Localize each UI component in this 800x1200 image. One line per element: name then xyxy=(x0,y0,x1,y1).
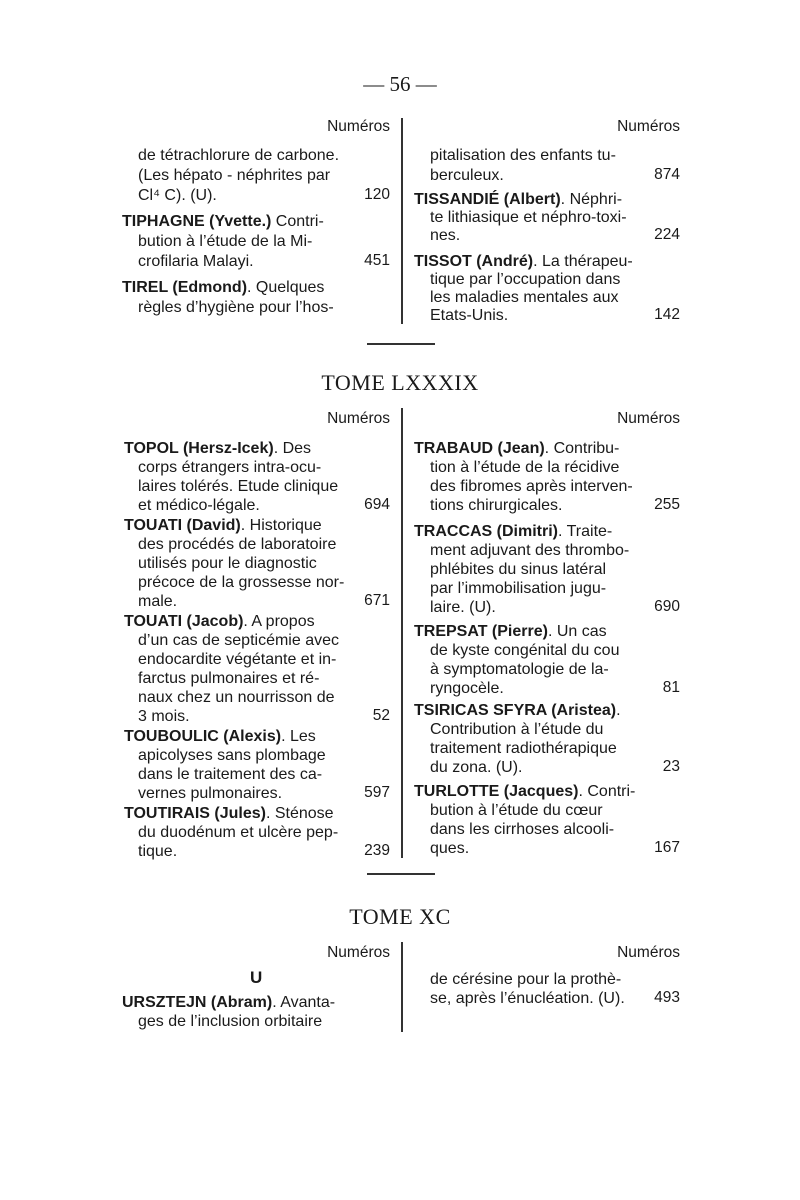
entry-number: 690 xyxy=(654,598,680,615)
index-line: Contribution à l’étude du xyxy=(430,721,604,738)
index-line: utilisés pour le diagnostic xyxy=(138,555,317,572)
entry-number: 224 xyxy=(654,226,680,243)
index-line: ryngocèle. xyxy=(430,680,504,697)
author-name: TOUATI (David) xyxy=(124,517,241,534)
index-line: dans les cirrhoses alcooli- xyxy=(430,821,615,838)
entry-heading-line: TISSANDIÉ (Albert). Néphri- xyxy=(414,191,623,208)
entry-heading-line: TSIRICAS SFYRA (Aristea). xyxy=(414,702,621,719)
index-line: et médico-légale. xyxy=(138,497,260,514)
entry-number: 671 xyxy=(364,592,390,609)
index-line: phlébites du sinus latéral xyxy=(430,561,607,578)
entry-number: 493 xyxy=(654,989,680,1006)
numeros-header-left: Numéros xyxy=(327,118,390,135)
index-line: Etats-Unis. xyxy=(430,307,509,324)
column-divider xyxy=(401,942,403,1032)
numeros-header-right: Numéros xyxy=(617,118,680,135)
index-line: tion à l’étude de la récidive xyxy=(430,459,620,476)
author-name: TRACCAS (Dimitri) xyxy=(414,523,558,540)
entry-heading-line: TOUATI (David). Historique xyxy=(124,517,322,534)
index-line: tions chirurgicales. xyxy=(430,497,563,514)
index-line: de cérésine pour la prothè- xyxy=(430,971,622,988)
index-line: apicolyses sans plombage xyxy=(138,747,326,764)
letter-heading: U xyxy=(250,968,263,987)
author-name: TOUATI (Jacob) xyxy=(124,613,244,630)
index-line: ques. xyxy=(430,840,470,857)
index-line: des procédés de laboratoire xyxy=(138,536,337,553)
author-name: TOPOL (Hersz-Icek) xyxy=(124,440,274,457)
index-line: nes. xyxy=(430,227,461,244)
index-line: d’un cas de septicémie avec xyxy=(138,632,339,649)
index-line: vernes pulmonaires. xyxy=(138,785,283,802)
column-divider xyxy=(401,408,403,858)
entry-heading-line: TIPHAGNE (Yvette.) Contri- xyxy=(122,213,324,230)
author-name: TISSOT (André) xyxy=(414,253,534,270)
tome-heading: TOME XC xyxy=(349,904,451,929)
index-line: par l’immobilisation jugu- xyxy=(430,580,607,597)
entry-number: 451 xyxy=(364,252,390,269)
author-name: TIPHAGNE (Yvette.) xyxy=(122,213,272,230)
index-line: des fibromes après interven- xyxy=(430,478,633,495)
index-line: traitement radiothérapique xyxy=(430,740,617,757)
index-line: (Les hépato - néphrites par xyxy=(138,167,331,184)
index-line: du duodénum et ulcère pep- xyxy=(138,824,339,841)
numeros-header-right: Numéros xyxy=(617,410,680,427)
index-line: précoce de la grossesse nor- xyxy=(138,574,345,591)
entry-heading-line: TOUTIRAIS (Jules). Sténose xyxy=(124,805,334,822)
entry-number: 694 xyxy=(364,496,390,513)
index-line: ges de l’inclusion orbitaire xyxy=(138,1013,323,1030)
index-line: les maladies mentales aux xyxy=(430,289,619,306)
index-line: du zona. (U). xyxy=(430,759,523,776)
index-line: à symptomatologie de la- xyxy=(430,661,609,678)
entry-heading-line: TISSOT (André). La thérapeu- xyxy=(414,253,633,270)
index-line: laire. (U). xyxy=(430,599,496,616)
entry-heading-line: TREPSAT (Pierre). Un cas xyxy=(414,623,607,640)
index-line: dans le traitement des ca- xyxy=(138,766,323,783)
index-line: bution à l’étude du cœur xyxy=(430,802,603,819)
index-line: Cl⁴ C). (U). xyxy=(138,187,217,204)
author-name: TOUBOULIC (Alexis) xyxy=(124,728,282,745)
entry-heading-line: TRABAUD (Jean). Contribu- xyxy=(414,440,620,457)
tome-heading: TOME LXXXIX xyxy=(321,370,479,395)
numeros-header-left: Numéros xyxy=(327,944,390,961)
entry-number: 81 xyxy=(662,679,680,696)
index-line: 3 mois. xyxy=(138,708,190,725)
numeros-header-right: Numéros xyxy=(617,944,680,961)
index-line: pitalisation des enfants tu- xyxy=(430,147,616,164)
entry-heading-line: TOUBOULIC (Alexis). Les xyxy=(124,728,316,745)
author-name: TRABAUD (Jean) xyxy=(414,440,545,457)
index-line: ment adjuvant des thrombo- xyxy=(430,542,630,559)
section-separator xyxy=(367,343,435,345)
index-line: naux chez un nourrisson de xyxy=(138,689,335,706)
author-name: URSZTEJN (Abram) xyxy=(122,994,273,1011)
numeros-header-left: Numéros xyxy=(327,410,390,427)
index-line: règles d’hygiène pour l’hos- xyxy=(138,299,334,316)
author-name: TISSANDIÉ (Albert) xyxy=(414,191,561,208)
entry-heading-line: TRACCAS (Dimitri). Traite- xyxy=(414,523,613,540)
index-line: de kyste congénital du cou xyxy=(430,642,620,659)
index-line: se, après l’énucléation. (U). xyxy=(430,990,625,1007)
entry-number: 52 xyxy=(372,707,390,724)
entry-number: 239 xyxy=(364,842,390,859)
entry-heading-line: TURLOTTE (Jacques). Contri- xyxy=(414,783,636,800)
index-line: laires tolérés. Etude clinique xyxy=(138,478,339,495)
entry-number: 874 xyxy=(654,166,680,183)
entry-heading-line: TOUATI (Jacob). A propos xyxy=(124,613,315,630)
column-divider xyxy=(401,118,403,324)
entry-number: 597 xyxy=(364,784,390,801)
entry-number: 142 xyxy=(654,306,680,323)
entry-number: 23 xyxy=(662,758,680,775)
index-line: crofilaria Malayi. xyxy=(138,253,254,270)
index-line: male. xyxy=(138,593,178,610)
index-line: endocardite végétante et in- xyxy=(138,651,337,668)
author-name: TOUTIRAIS (Jules) xyxy=(124,805,266,822)
index-line: corps étrangers intra-ocu- xyxy=(138,459,322,476)
author-name: TIREL (Edmond) xyxy=(122,279,248,296)
author-name: TREPSAT (Pierre) xyxy=(414,623,548,640)
author-name: TURLOTTE (Jacques) xyxy=(414,783,579,800)
entry-heading-line: URSZTEJN (Abram). Avanta- xyxy=(122,994,336,1011)
entry-number: 120 xyxy=(364,186,390,203)
author-name: TSIRICAS SFYRA (Aristea) xyxy=(414,702,617,719)
section-separator xyxy=(367,873,435,875)
page-number: — 56 — xyxy=(363,72,437,96)
entry-number: 255 xyxy=(654,496,680,513)
index-line: de tétrachlorure de carbone. xyxy=(138,147,340,164)
index-line: tique par l’occupation dans xyxy=(430,271,621,288)
index-line: bution à l’étude de la Mi- xyxy=(138,233,313,250)
index-line: farctus pulmonaires et ré- xyxy=(138,670,320,687)
entry-heading-line: TOPOL (Hersz-Icek). Des xyxy=(124,440,312,457)
entry-number: 167 xyxy=(654,839,680,856)
index-line: tique. xyxy=(138,843,178,860)
entry-heading-line: TIREL (Edmond). Quelques xyxy=(122,279,325,296)
index-line: te lithiasique et néphro-toxi- xyxy=(430,209,627,226)
index-line: berculeux. xyxy=(430,167,504,184)
